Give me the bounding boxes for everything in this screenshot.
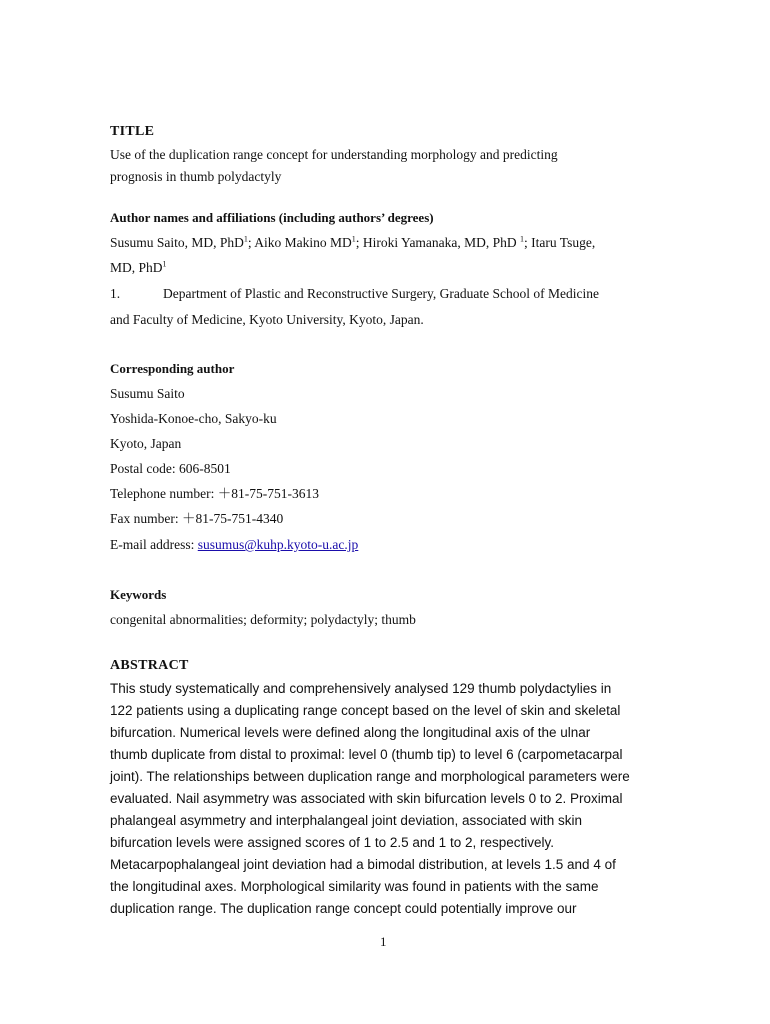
affiliation-marker: 1 bbox=[162, 259, 167, 269]
abstract-line: joint). The relationships between duplication range and morphological parameters were bbox=[110, 769, 630, 784]
corresponding-address-1: Yoshida-Konoe-cho, Sakyo-ku bbox=[110, 411, 277, 426]
abstract-line: Metacarpophalangeal joint deviation had a bimodal distribution, at levels 1.5 and 4 of bbox=[110, 857, 616, 872]
affiliation-marker: 1 bbox=[351, 234, 356, 244]
corresponding-email-row bbox=[110, 535, 358, 555]
authors-line-1 bbox=[110, 233, 595, 253]
abstract-line: 122 patients using a duplicating range concept based on the level of skin and skeletal bbox=[110, 703, 621, 718]
corresponding-heading: Corresponding author bbox=[110, 361, 235, 376]
keywords-text: congenital abnormalities; deformity; polydactyly; thumb bbox=[110, 612, 416, 627]
page-number: 1 bbox=[380, 934, 387, 949]
abstract-line: bifurcation. Numerical levels were defined along the longitudinal axis of the ulnar bbox=[110, 725, 591, 740]
abstract-line: the longitudinal axes. Morphological similarity was found in patients with the same bbox=[110, 879, 599, 894]
email-link[interactable]: susumus@kuhp.kyoto-u.ac.jp bbox=[197, 537, 359, 552]
email-label: E-mail address: bbox=[110, 537, 198, 552]
affiliation-marker: 1 bbox=[520, 234, 525, 244]
authors-heading: Author names and affiliations (including authors’ degrees) bbox=[110, 210, 434, 225]
author-2: ; Aiko Makino MD bbox=[247, 235, 352, 250]
corresponding-name: Susumu Saito bbox=[110, 386, 185, 401]
abstract-line: bifurcation levels were assigned scores of 1 to 2.5 and 1 to 2, respectively. bbox=[110, 835, 554, 850]
corresponding-telephone: Telephone number: ＋81-75-751-3613 bbox=[110, 486, 320, 501]
authors-line-2 bbox=[110, 258, 167, 278]
affiliation-number: 1. bbox=[110, 286, 121, 301]
author-1: Susumu Saito, MD, PhD bbox=[110, 235, 244, 250]
abstract-line: This study systematically and comprehensively analysed 129 thumb polydactylies in bbox=[110, 681, 612, 696]
affiliation-line-1: Department of Plastic and Reconstructive Surgery, Graduate School of Medicine bbox=[163, 286, 600, 301]
corresponding-postal: Postal code: 606-8501 bbox=[110, 461, 231, 476]
author-4: ; Itaru Tsuge, bbox=[524, 235, 596, 250]
affiliation-marker: 1 bbox=[243, 234, 248, 244]
title-heading: TITLE bbox=[110, 124, 155, 139]
affiliation-line-2: and Faculty of Medicine, Kyoto University, Kyoto, Japan. bbox=[110, 312, 424, 327]
abstract-line: phalangeal asymmetry and interphalangeal joint deviation, associated with skin bbox=[110, 813, 583, 828]
author-3: ; Hiroki Yamanaka, MD, PhD bbox=[355, 235, 521, 250]
abstract-line: evaluated. Nail asymmetry was associated with skin bifurcation levels 0 to 2. Proximal bbox=[110, 791, 623, 806]
author-4-degree: MD, PhD bbox=[110, 260, 163, 275]
abstract-line: thumb duplicate from distal to proximal: level 0 (thumb tip) to level 6 (carpometacarpal bbox=[110, 747, 623, 762]
keywords-heading: Keywords bbox=[110, 587, 167, 602]
title-line-1: Use of the duplication range concept for understanding morphology and predicting bbox=[110, 147, 558, 162]
corresponding-fax: Fax number: ＋81-75-751-4340 bbox=[110, 511, 284, 526]
title-line-2: prognosis in thumb polydactyly bbox=[110, 169, 282, 184]
abstract-line: duplication range. The duplication range concept could potentially improve our bbox=[110, 901, 577, 916]
corresponding-address-2: Kyoto, Japan bbox=[110, 436, 182, 451]
abstract-heading: ABSTRACT bbox=[110, 658, 189, 673]
